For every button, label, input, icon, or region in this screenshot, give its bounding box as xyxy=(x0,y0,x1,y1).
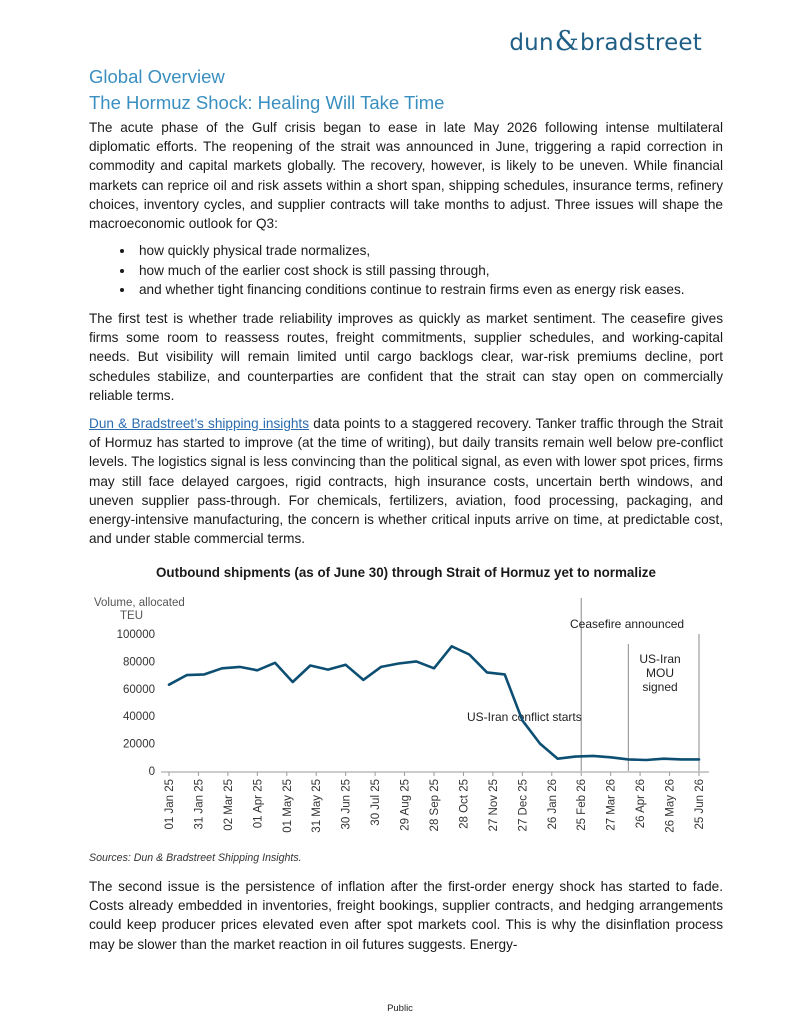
x-tick-label: 02 Mar 25 xyxy=(222,779,235,831)
x-tick-label: 30 Jun 25 xyxy=(340,779,353,830)
list-item: • and whether tight financing conditions continue to restrain firms even as energy risk eases. xyxy=(135,280,723,300)
x-tick-label: 26 Apr 26 xyxy=(635,779,648,829)
x-tick-label: 31 Jan 25 xyxy=(193,779,206,830)
paragraph-inflation: The second issue is the persistence of inflation after the first-order energy shock has started to fade. Costs already embedded in inventories, freight bookings, supplier contracts, and hedging arrangements could keep producer prices elevated even after spot markets cool. This is why the disinflation process may be slower than the market reaction in oil futures suggests. Energy- xyxy=(89,879,723,952)
x-tick-label: 28 Sep 25 xyxy=(429,779,441,832)
list-item: • how much of the earlier cost shock is still passing through, xyxy=(135,261,723,281)
x-tick-label: 30 Jul 25 xyxy=(370,779,383,826)
x-tick-label: 27 Mar 26 xyxy=(605,779,618,831)
logo-text-right: bradstreet xyxy=(579,30,702,56)
paragraph-shipping-text: data points to a staggered recovery. Tanker traffic through the Strait of Hormuz has started to improve (at the time of writing), but daily transits remain well below pre-conflict levels. The logistics signal is less convincing than the political signal, as even with lower spot prices, firms may still face delayed cargoes, rigid contracts, high insurance costs, uncertain berth windows, and uneven supplier pass-through. For chemicals, fertilizers, aviation, food processing, packaging, and energy-intensive manufacturing, the concern is whether critical inputs arrive on time, at predictable cost, and under stable commercial terms. xyxy=(89,416,723,547)
x-tick-label: 28 Oct 25 xyxy=(458,779,471,829)
company-logo xyxy=(509,26,702,57)
logo-ampersand: & xyxy=(554,26,579,57)
y-tick-label: 100000 xyxy=(116,629,155,641)
x-tick-label: 01 May 25 xyxy=(281,779,294,833)
article-continuation xyxy=(89,877,723,954)
y-axis-label: Volume, allocated xyxy=(94,597,185,609)
x-tick-label: 27 Nov 25 xyxy=(487,779,500,832)
chart-title: Outbound shipments (as of June 30) through Strait of Hormuz yet to normalize xyxy=(156,565,656,581)
logo-text-left: dun xyxy=(509,30,554,56)
y-tick-label: 0 xyxy=(148,766,155,778)
x-tick-label: 26 May 26 xyxy=(664,779,677,833)
list-item: • how quickly physical trade normalizes, xyxy=(135,241,723,261)
y-tick-label: 20000 xyxy=(123,738,155,751)
x-tick-label: 01 Jan 25 xyxy=(164,779,176,830)
paragraph-trade: The first test is whether trade reliability improves as quickly as market sentiment. The ceasefire gives firms some room to reassess routes, freight commitments, supplier schedules, and working-capital needs. But visibility will remain limited until cargo backlogs clear, war-risk premiums decline, port schedules stabilize, and counterparties are confident that the strait can stay open on commercially reliable terms. xyxy=(89,311,723,403)
section-heading: Global Overview xyxy=(89,66,225,87)
annotation-mou-signed: US-Iran xyxy=(639,652,681,666)
x-tick-label: 25 Feb 26 xyxy=(576,779,589,831)
paragraph-intro: The acute phase of the Gulf crisis began to ease in late May 2026 following intense multilateral diplomatic efforts. The reopening of the strait was announced in June, triggering a rapid correction in commodity and capital markets globally. The recovery, however, is likely to be uneven. While financial markets can reprice oil and risk assets within a short span, shipping schedules, insurance terms, refinery choices, inventory cycles, and supplier contracts will take months to adjust. Three issues will shape the macroeconomic outlook for Q3: xyxy=(89,120,723,232)
annotation-mou-signed: signed xyxy=(642,680,678,694)
article-body xyxy=(89,64,723,580)
shipping-insights-link[interactable]: Dun & Bradstreet’s shipping insights xyxy=(89,416,310,432)
x-tick-label: 25 Jun 26 xyxy=(694,779,706,830)
series-line xyxy=(169,646,699,760)
annotation-mou-signed: MOU xyxy=(646,666,674,680)
annotation-conflict-start: US-Iran conflict starts xyxy=(467,710,582,724)
x-tick-label: 01 Apr 25 xyxy=(252,779,265,829)
x-tick-label: 26 Jan 26 xyxy=(546,779,559,830)
y-tick-label: 80000 xyxy=(123,656,155,669)
shipments-line-chart xyxy=(89,590,723,848)
annotation-ceasefire: Ceasefire announced xyxy=(570,617,685,631)
x-tick-label: 27 Dec 25 xyxy=(517,779,530,832)
chart-source: Sources: Dun & Bradstreet Shipping Insights. xyxy=(89,852,302,864)
x-tick-label: 29 Aug 25 xyxy=(399,779,412,831)
x-tick-label: 31 May 25 xyxy=(311,779,324,833)
y-axis-label: TEU xyxy=(120,610,143,622)
issues-list xyxy=(89,241,723,300)
y-tick-label: 40000 xyxy=(123,711,155,724)
article-title: The Hormuz Shock: Healing Will Take Time xyxy=(89,92,445,113)
paragraph-shipping xyxy=(89,414,723,548)
footer-classification: Public xyxy=(387,1003,413,1014)
y-tick-label: 60000 xyxy=(123,683,155,696)
